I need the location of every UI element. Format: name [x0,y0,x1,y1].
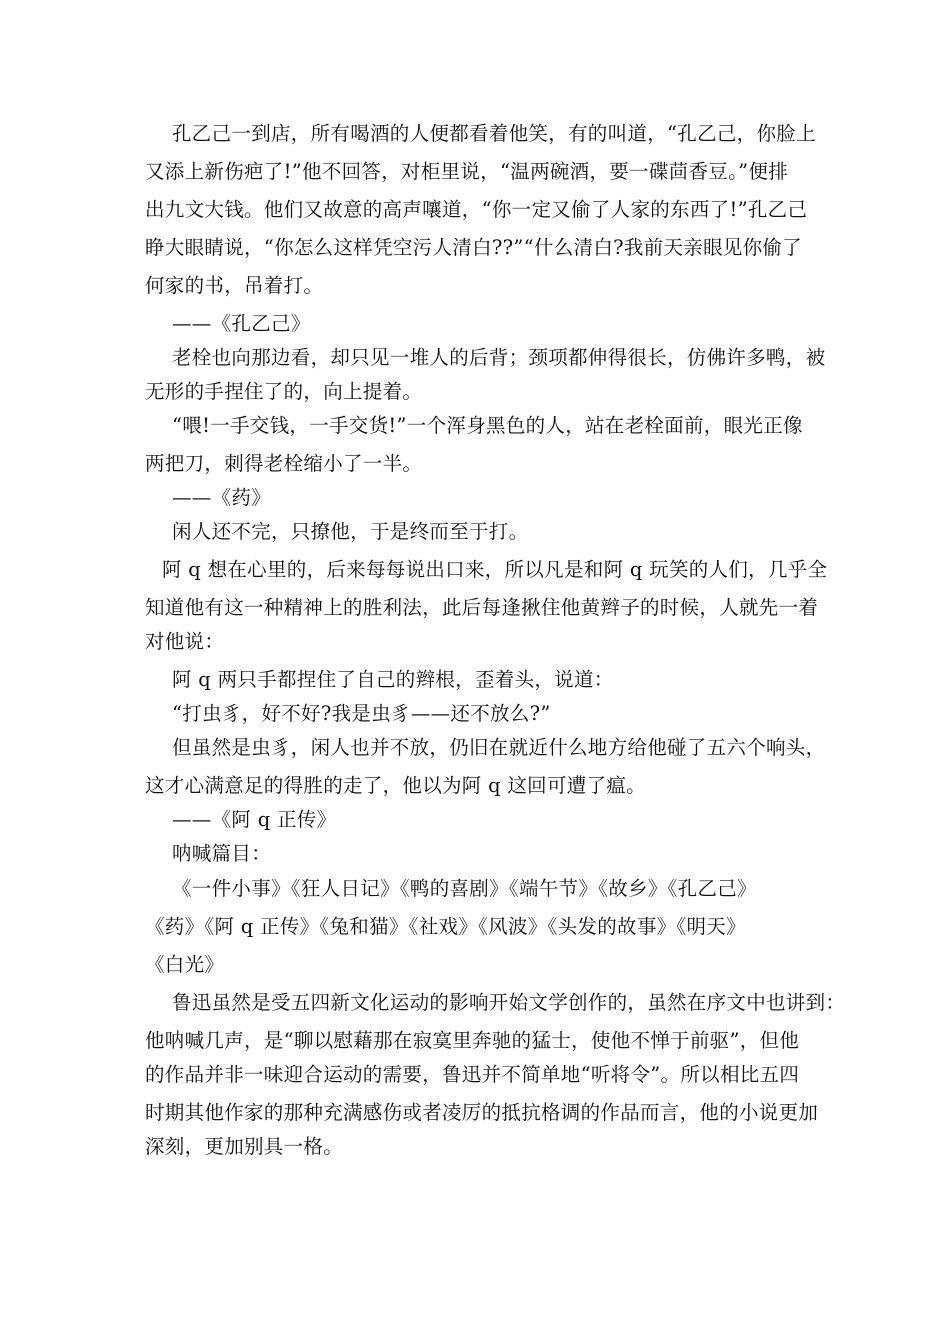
text-line: 阿 q 想在心里的，后来每每说出口来，所以凡是和阿 q 玩笑的人们，几乎全 [162,558,828,581]
text-line: 对他说： [145,630,225,653]
text-line: 老栓也向那边看，却只见一堆人的后背；颈项都伸得很长，仿佛许多鸭，被 [172,346,826,369]
text-line: 但虽然是虫豸，闲人也并不放，仍旧在就近什么地方给他碰了五六个响头， [172,736,826,759]
text-line: 睁大眼睛说，“你怎么这样凭空污人清白??”“什么清白?我前天亲眼见你偷了 [145,236,803,259]
text-line: 两把刀，刺得老栓缩小了一半。 [145,452,423,475]
text-line: “打虫豸，好不好?我是虫豸——还不放么?” [172,702,551,725]
text-line: 出九文大钱。他们又故意的高声嚷道，“你一定又偷了人家的东西了!”孔乙己 [145,198,808,221]
source-citation: ——《药》 [172,486,271,509]
text-line: 孔乙己一到店，所有喝酒的人便都看着他笑，有的叫道，“孔乙己，你脸上 [172,122,816,145]
title-list-line: 《药》《阿 q 正传》《兔和猫》《社戏》《风波》《头发的故事》《明天》 [145,915,746,938]
title-list-line: 《白光》 [145,953,225,976]
text-line: 时期其他作家的那种充满感伤或者凌厉的抵抗格调的作品而言，他的小说更加 [145,1101,819,1124]
text-line: 闲人还不完，只撩他，于是终而至于打。 [172,520,529,543]
text-line: 无形的手捏住了的，向上提着。 [145,380,423,403]
section-heading: 呐喊篇目： [172,842,272,865]
source-citation: ——《阿 q 正传》 [172,808,337,831]
text-line: 他呐喊几声，是“聊以慰藉那在寂寞里奔驰的猛士，使他不惮于前驱”，但他 [145,1029,800,1052]
text-line: 这才心满意足的得胜的走了，他以为阿 q 这回可遭了瘟。 [145,774,646,797]
text-line: 阿 q 两只手都捏住了自己的辫根，歪着头，说道： [172,668,614,691]
text-line: 知道他有这一种精神上的胜利法，此后每逢揪住他黄辫子的时候，人就先一着 [145,596,819,619]
text-line: 的作品并非一味迎合运动的需要，鲁迅并不简单地“听将令”。所以相比五四 [145,1063,800,1086]
text-line: “喂!一手交钱，一手交货!”一个浑身黑色的人，站在老栓面前，眼光正像 [172,414,803,437]
text-line: 鲁迅虽然是受五四新文化运动的影响开始文学创作的，虽然在序文中也讲到： [172,991,846,1014]
text-line: 何家的书，吊着打。 [145,274,324,297]
title-list-line: 《一件小事》《狂人日记》《鸭的喜剧》《端午节》《故乡》《孔乙己》 [172,877,757,900]
text-line: 深刻，更加别具一格。 [145,1135,344,1158]
text-line: 又添上新伤疤了!”他不回答，对柜里说，“温两碗酒，要一碟茴香豆。”便排 [145,160,788,183]
source-citation: ——《孔乙己》 [172,312,311,335]
